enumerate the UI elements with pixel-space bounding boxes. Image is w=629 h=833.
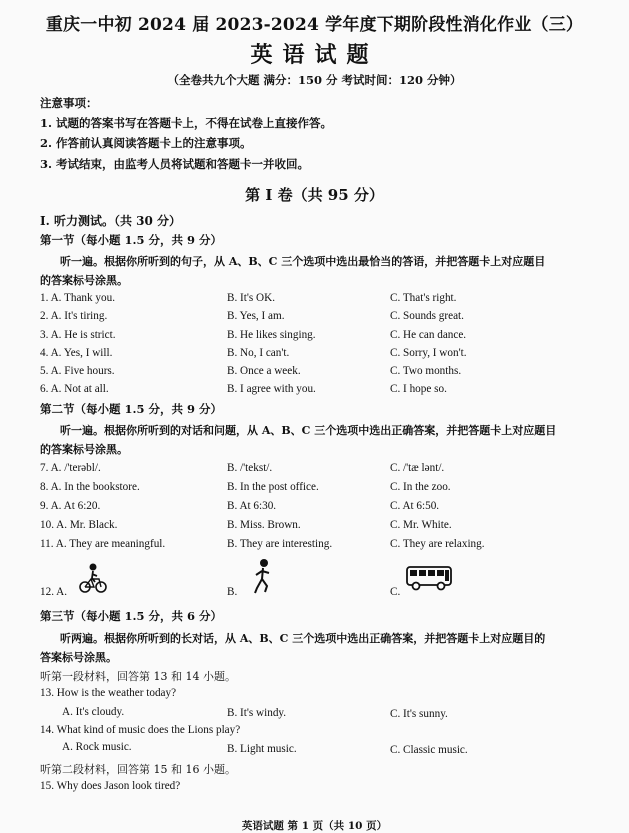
q8-option-a: 8. A. In the bookstore.	[40, 481, 140, 493]
q9-option-a: 9. A. At 6:20.	[40, 500, 101, 512]
q11-option-b: B. They are interesting.	[227, 538, 333, 550]
exam-title: 重庆一中初 2024 届 2023-2024 学年度下期阶段性消化作业（三）	[45, 15, 584, 35]
bus-icon	[405, 564, 453, 596]
q2-option-c: C. Sounds great.	[390, 310, 464, 322]
q6-option-b: B. I agree with you.	[227, 383, 316, 395]
subject-title: 英语试题	[250, 42, 379, 68]
note-item-2: 2. 作答前认真阅读答题卡上的注意事项。	[40, 136, 252, 150]
q9-option-c: C. At 6:50.	[390, 500, 440, 512]
exam-meta: （全卷共九个大题 满分：150 分 考试时间：120 分钟）	[167, 73, 462, 87]
q4-option-c: C. Sorry, I won't.	[390, 347, 467, 359]
page-footer: 英语试题 第 1 页（共 10 页）	[241, 820, 388, 832]
q14-option-c: C. Classic music.	[390, 744, 468, 756]
q14-stem: 14. What kind of music does the Lions play?	[40, 724, 241, 736]
cyclist-icon	[78, 562, 108, 598]
note-item-3: 3. 考试结束，由监考人员将试题和答题卡一并收回。	[40, 157, 310, 171]
section1-title: 第一节（每小题 1.5 分，共 9 分）	[40, 233, 223, 247]
q6-option-c: C. I hope so.	[390, 383, 447, 395]
section3-instruction-1: 听两遍。根据你所听到的长对话，从 A、B、C 三个选项中选出正确答案，并把答题卡上对应题目的	[60, 632, 546, 645]
q1-option-a: 1. A. Thank you.	[40, 292, 115, 304]
q13-option-c: C. It's sunny.	[390, 708, 448, 720]
q10-option-a: 10. A. Mr. Black.	[40, 519, 118, 531]
q1-option-c: C. That's right.	[390, 292, 457, 304]
part1-title: Ⅰ. 听力测试。（共 30 分）	[40, 214, 182, 228]
q7-option-a: 7. A. /'terəbl/.	[40, 462, 101, 474]
q9-option-b: B. At 6:30.	[227, 500, 277, 512]
q11-option-c: C. They are relaxing.	[390, 538, 485, 550]
section3-instruction-2: 答案标号涂黑。	[40, 651, 117, 664]
q5-option-c: C. Two months.	[390, 365, 462, 377]
notes-heading: 注意事项：	[40, 96, 98, 110]
volume-title: 第 I 卷（共 95 分）	[245, 186, 384, 204]
q15-stem: 15. Why does Jason look tired?	[40, 780, 181, 792]
q12-option-a: 12. A.	[40, 586, 68, 598]
q3-option-b: B. He likes singing.	[227, 329, 316, 341]
section3-title: 第三节（每小题 1.5 分，共 6 分）	[40, 609, 223, 623]
q10-option-b: B. Miss. Brown.	[227, 519, 301, 531]
q6-option-a: 6. A. Not at all.	[40, 383, 109, 395]
q3-option-a: 3. A. He is strict.	[40, 329, 116, 341]
section2-instruction-2: 的答案标号涂黑。	[40, 443, 128, 456]
q1-option-b: B. It's OK.	[227, 292, 276, 304]
q8-option-b: B. In the post office.	[227, 481, 319, 493]
q4-option-a: 4. A. Yes, I will.	[40, 347, 113, 359]
q5-option-a: 5. A. Five hours.	[40, 365, 115, 377]
q13-option-b: B. It's windy.	[227, 707, 287, 719]
material-2-prompt: 听第二段材料，回答第 15 和 16 小题。	[40, 763, 236, 776]
section2-instruction-1: 听一遍。根据你所听到的对话和问题，从 A、B、C 三个选项中选出正确答案，并把答题卡上对应题目	[60, 424, 557, 437]
q10-option-c: C. Mr. White.	[390, 519, 452, 531]
q13-stem: 13. How is the weather today?	[40, 687, 177, 699]
q4-option-b: B. No, I can't.	[227, 347, 290, 359]
q7-option-b: B. /'tekst/.	[227, 462, 273, 474]
q3-option-c: C. He can dance.	[390, 329, 467, 341]
q13-option-a: A. It's cloudy.	[62, 706, 125, 718]
q11-option-a: 11. A. They are meaningful.	[40, 538, 166, 550]
section2-title: 第二节（每小题 1.5 分，共 9 分）	[40, 402, 223, 416]
q2-option-a: 2. A. It's tiring.	[40, 310, 108, 322]
q5-option-b: B. Once a week.	[227, 365, 301, 377]
q7-option-c: C. /'tæ lənt/.	[390, 462, 445, 474]
q14-option-a: A. Rock music.	[62, 741, 132, 753]
runner-icon	[252, 558, 274, 598]
q8-option-c: C. In the zoo.	[390, 481, 451, 493]
material-1-prompt: 听第一段材料，回答第 13 和 14 小题。	[40, 670, 236, 683]
section1-instruction-2: 的答案标号涂黑。	[40, 274, 128, 287]
q12-option-b: B.	[227, 586, 238, 598]
note-item-1: 1. 试题的答案书写在答题卡上，不得在试卷上直接作答。	[40, 116, 333, 130]
q2-option-b: B. Yes, I am.	[227, 310, 285, 322]
section1-instruction-1: 听一遍。根据你所听到的句子，从 A、B、C 三个选项中选出最恰当的答语，并把答题卡上对应题目	[60, 255, 546, 268]
q12-option-c: C.	[390, 586, 401, 598]
q14-option-b: B. Light music.	[227, 743, 297, 755]
